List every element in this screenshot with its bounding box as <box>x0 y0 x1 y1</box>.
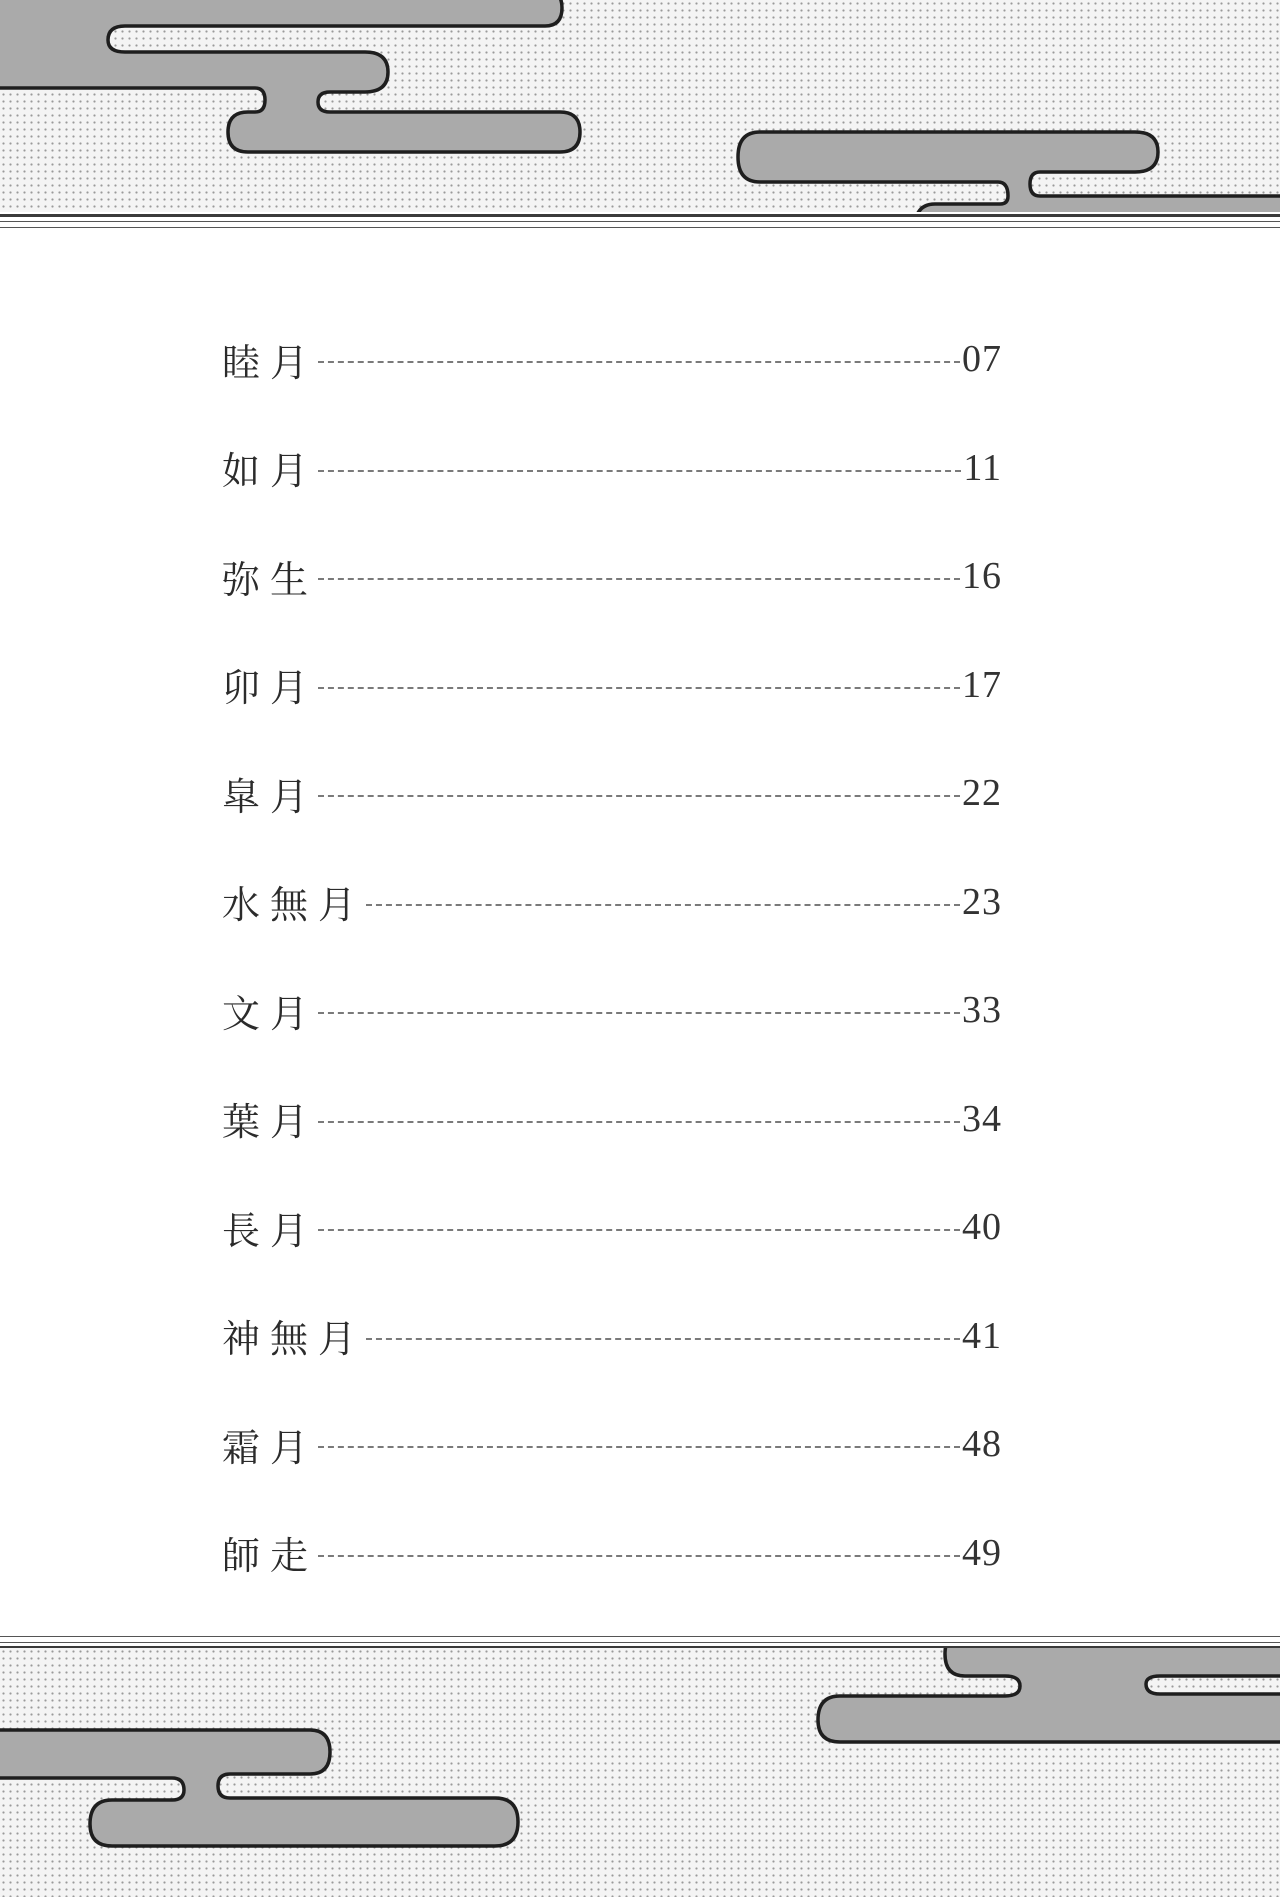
top-cloud-decoration <box>0 0 1280 212</box>
bottom-cloud-decoration <box>0 1648 1280 1897</box>
toc-dot-leader <box>366 1338 960 1340</box>
toc-dot-leader <box>318 687 960 689</box>
toc-entry-page-number: 49 <box>962 1531 1002 1574</box>
toc-entry <box>222 522 1002 631</box>
toc-dot-leader <box>318 470 961 472</box>
toc-entry-page-number: 33 <box>962 989 1002 1032</box>
toc-entry <box>222 1282 1002 1391</box>
toc-entry <box>222 631 1002 740</box>
bottom-decorative-band <box>0 1648 1280 1897</box>
toc-dot-leader <box>318 1555 960 1557</box>
toc-entry <box>222 848 1002 957</box>
toc-entry-title: 師走 <box>222 1534 319 1579</box>
toc-dot-leader <box>318 1446 960 1448</box>
toc-entry-page-number: 22 <box>962 772 1002 815</box>
top-rule-thin-2 <box>0 227 1280 228</box>
table-of-contents <box>222 305 1002 1607</box>
bottom-rule-thin-2 <box>0 1642 1280 1643</box>
toc-entry-page-number: 48 <box>962 1423 1002 1466</box>
top-decorative-band <box>0 0 1280 212</box>
top-rule-thin <box>0 221 1280 222</box>
toc-entry-page-number: 16 <box>962 555 1002 598</box>
toc-entry-page-number: 41 <box>962 1314 1002 1357</box>
toc-entry-title: 葉月 <box>222 1100 319 1145</box>
toc-entry-page-number: 40 <box>962 1206 1002 1249</box>
toc-entry-page-number: 11 <box>963 446 1002 489</box>
toc-entry-title: 睦月 <box>222 340 319 385</box>
toc-entry-title: 卯月 <box>222 666 319 711</box>
toc-entry-title: 長月 <box>222 1208 319 1253</box>
toc-entry <box>222 739 1002 848</box>
toc-entry-title: 文月 <box>222 991 319 1036</box>
toc-entry-title: 霜月 <box>222 1425 319 1470</box>
toc-entry <box>222 305 1002 414</box>
toc-dot-leader <box>318 1012 960 1014</box>
toc-entry <box>222 956 1002 1065</box>
toc-dot-leader <box>318 1229 960 1231</box>
toc-entry-title: 皐月 <box>222 774 319 819</box>
toc-dot-leader <box>318 1121 960 1123</box>
toc-dot-leader <box>318 361 960 363</box>
toc-entry <box>222 1390 1002 1499</box>
toc-entry-title: 弥生 <box>222 557 319 602</box>
toc-entry-title: 如月 <box>222 449 319 494</box>
toc-entry <box>222 1499 1002 1608</box>
bottom-rule-thin <box>0 1636 1280 1637</box>
toc-entry-page-number: 34 <box>962 1097 1002 1140</box>
toc-dot-leader <box>318 578 960 580</box>
toc-entry <box>222 1065 1002 1174</box>
toc-entry-title: 神無月 <box>222 1317 367 1362</box>
toc-entry-page-number: 07 <box>962 338 1002 381</box>
toc-entry <box>222 1173 1002 1282</box>
toc-dot-leader <box>318 795 960 797</box>
toc-entry-page-number: 17 <box>962 663 1002 706</box>
toc-entry <box>222 414 1002 523</box>
top-rule-thick <box>0 214 1280 217</box>
toc-entry-page-number: 23 <box>962 880 1002 923</box>
toc-entry-title: 水無月 <box>222 883 367 928</box>
toc-dot-leader <box>366 904 960 906</box>
